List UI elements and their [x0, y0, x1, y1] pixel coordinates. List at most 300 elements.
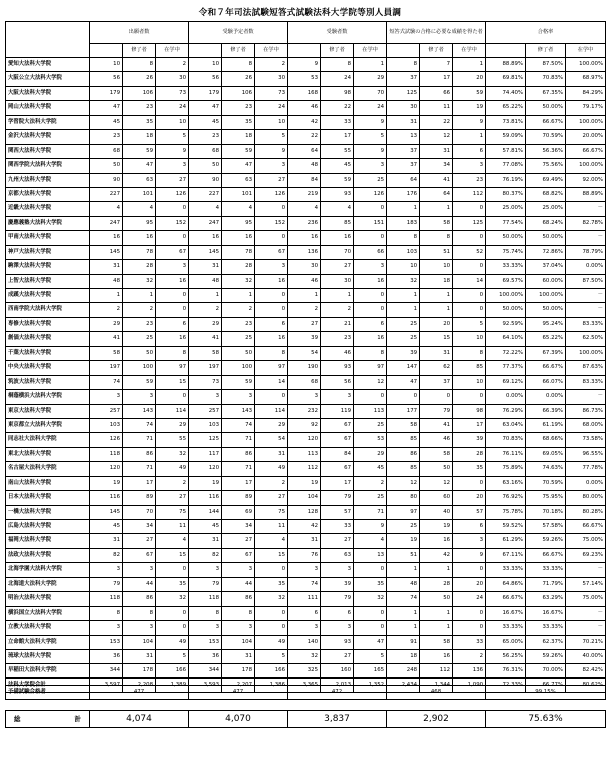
table-row: [6, 418, 606, 432]
count-cell: 33: [321, 115, 354, 129]
grand-applicants: 4,074: [90, 711, 189, 728]
count-cell: 91: [387, 635, 420, 649]
pass-rate-cell: 77.37%: [486, 361, 526, 375]
count-cell: 62: [420, 361, 453, 375]
count-cell: 29: [354, 72, 387, 86]
table-row: [6, 115, 606, 129]
prelim-table: [5, 685, 606, 700]
count-cell: 59: [222, 144, 255, 158]
school-name: 立命館大法科大学院: [6, 635, 90, 649]
count-cell: 59: [321, 173, 354, 187]
count-cell: 56: [90, 72, 123, 86]
count-cell: 3: [321, 563, 354, 577]
pass-rate-cell: 66.67%: [566, 144, 606, 158]
count-cell: 101: [222, 187, 255, 201]
count-cell: 140: [288, 635, 321, 649]
header-school: [6, 22, 90, 58]
table-row: [6, 649, 606, 663]
count-cell: 2: [189, 303, 222, 317]
pass-rate-cell: 65.00%: [486, 635, 526, 649]
count-cell: 58: [387, 418, 420, 432]
count-cell: 23: [453, 173, 486, 187]
count-cell: 98: [321, 86, 354, 100]
count-cell: 50: [222, 346, 255, 360]
count-cell: 104: [288, 491, 321, 505]
count-cell: 125: [387, 86, 420, 100]
count-cell: 47: [387, 375, 420, 389]
count-cell: 101: [123, 187, 156, 201]
pass-rate-cell: 72.33%: [486, 678, 526, 692]
count-cell: 3: [123, 390, 156, 404]
count-cell: 119: [321, 404, 354, 418]
count-cell: 10: [189, 58, 222, 72]
count-cell: 74: [90, 375, 123, 389]
pass-rate-cell: 33.33%: [486, 621, 526, 635]
pass-rate-cell: 80.00%: [566, 491, 606, 505]
table-row: [6, 216, 606, 230]
count-cell: 2: [288, 303, 321, 317]
count-cell: 8: [123, 606, 156, 620]
count-cell: 3: [222, 390, 255, 404]
school-name: 創価大法科大学院: [6, 332, 90, 346]
count-cell: 16: [156, 332, 189, 346]
count-cell: 15: [420, 332, 453, 346]
count-cell: 144: [189, 505, 222, 519]
count-cell: 24: [453, 592, 486, 606]
count-cell: 32: [123, 274, 156, 288]
count-cell: 5: [156, 649, 189, 663]
count-cell: 1: [222, 289, 255, 303]
count-cell: 31: [387, 115, 420, 129]
count-cell: 151: [354, 216, 387, 230]
count-cell: 257: [90, 404, 123, 418]
count-cell: 59: [453, 86, 486, 100]
count-cell: 2: [156, 476, 189, 490]
school-name: 京都大法科大学院: [6, 187, 90, 201]
count-cell: 70: [354, 86, 387, 100]
table-row: [6, 231, 606, 245]
count-cell: 0: [453, 260, 486, 274]
count-cell: 2,013: [321, 678, 354, 692]
count-cell: 34: [123, 520, 156, 534]
pass-rate-cell: 33.33%: [486, 563, 526, 577]
count-cell: 2: [222, 303, 255, 317]
count-cell: 1: [288, 289, 321, 303]
count-cell: 168: [288, 86, 321, 100]
count-cell: 325: [288, 664, 321, 678]
count-cell: 84: [288, 173, 321, 187]
pass-rate-cell: 74.40%: [486, 86, 526, 100]
count-cell: 63: [222, 173, 255, 187]
count-cell: 25: [387, 520, 420, 534]
count-cell: 48: [387, 577, 420, 591]
pass-rate-cell: 66.67%: [526, 115, 566, 129]
count-cell: 120: [90, 462, 123, 476]
count-cell: 112: [453, 187, 486, 201]
pass-rate-cell: 63.04%: [486, 418, 526, 432]
count-cell: 70: [321, 245, 354, 259]
count-cell: 0: [255, 390, 288, 404]
count-cell: 2: [123, 303, 156, 317]
count-cell: 68: [288, 375, 321, 389]
pass-rate-cell: 73.58%: [566, 433, 606, 447]
count-cell: 16: [189, 231, 222, 245]
school-name: 神戸大法科大学院: [6, 245, 90, 259]
count-cell: 103: [387, 245, 420, 259]
count-cell: 145: [90, 245, 123, 259]
pass-rate-cell: 70.83%: [486, 433, 526, 447]
table-row: [6, 159, 606, 173]
count-cell: 31: [288, 534, 321, 548]
count-cell: 120: [288, 433, 321, 447]
pass-rate-cell: －: [566, 563, 606, 577]
count-cell: 11: [255, 520, 288, 534]
pass-rate-cell: 69.49%: [526, 173, 566, 187]
count-cell: 3: [222, 563, 255, 577]
count-cell: 66: [420, 86, 453, 100]
school-name: 福岡大法科大学院: [6, 534, 90, 548]
school-name: 法科大学院合計: [6, 678, 90, 692]
pass-rate-cell: －: [566, 231, 606, 245]
count-cell: 10: [90, 58, 123, 72]
table-row: [6, 317, 606, 331]
count-cell: 1,389: [156, 678, 189, 692]
subheader-completed: 修了者: [526, 44, 566, 58]
pass-rate-cell: 75.95%: [526, 491, 566, 505]
count-cell: 1,090: [453, 678, 486, 692]
count-cell: 46: [288, 101, 321, 115]
count-cell: 92: [288, 418, 321, 432]
subheader-total: [486, 44, 526, 58]
count-cell: 86: [387, 447, 420, 461]
count-cell: 32: [156, 592, 189, 606]
count-cell: 15: [156, 548, 189, 562]
count-cell: 0: [453, 621, 486, 635]
count-cell: 68: [189, 144, 222, 158]
count-cell: 47: [90, 101, 123, 115]
count-cell: 0: [354, 303, 387, 317]
pass-rate-cell: 78.79%: [566, 245, 606, 259]
count-cell: 0: [453, 563, 486, 577]
table-row: [6, 202, 606, 216]
count-cell: 143: [222, 404, 255, 418]
pass-rate-cell: 61.29%: [486, 534, 526, 548]
pass-rate-cell: 73.81%: [486, 115, 526, 129]
school-name: 近畿大法科大学院: [6, 202, 90, 216]
count-cell: 95: [222, 216, 255, 230]
count-cell: 34: [420, 159, 453, 173]
count-cell: 113: [288, 447, 321, 461]
pass-rate-cell: 33.33%: [486, 260, 526, 274]
pass-rate-cell: 57.14%: [566, 577, 606, 591]
count-cell: 89: [123, 491, 156, 505]
count-cell: 126: [255, 187, 288, 201]
count-cell: 1: [420, 303, 453, 317]
table-row: [6, 664, 606, 678]
count-cell: 8: [222, 606, 255, 620]
count-cell: 8: [156, 346, 189, 360]
subheader-total: [90, 44, 123, 58]
count-cell: 26: [123, 72, 156, 86]
count-cell: 0: [156, 621, 189, 635]
count-cell: 20: [453, 491, 486, 505]
pass-rate-cell: 76.92%: [486, 491, 526, 505]
count-cell: 27: [255, 491, 288, 505]
pass-rate-cell: 100.00%: [566, 58, 606, 72]
pass-rate-cell: 16.67%: [486, 606, 526, 620]
count-cell: 20: [453, 577, 486, 591]
count-cell: 24: [156, 101, 189, 115]
count-cell: 27: [156, 491, 189, 505]
header-applicants: 出願者数: [90, 22, 189, 44]
count-cell: 17: [222, 476, 255, 490]
count-cell: 27: [123, 534, 156, 548]
pass-rate-cell: 50.00%: [526, 231, 566, 245]
pass-rate-cell: 75.78%: [486, 505, 526, 519]
count-cell: 26: [222, 72, 255, 86]
count-cell: 160: [321, 664, 354, 678]
pass-rate-cell: 62.50%: [566, 332, 606, 346]
count-cell: 63: [321, 548, 354, 562]
count-cell: 30: [387, 101, 420, 115]
count-cell: 165: [354, 664, 387, 678]
pass-rate-cell: 60.00%: [526, 274, 566, 288]
count-cell: 236: [288, 216, 321, 230]
pass-rate-cell: 65.22%: [526, 332, 566, 346]
count-cell: 8: [387, 58, 420, 72]
results-table: [5, 21, 606, 693]
pass-rate-cell: 66.67%: [526, 361, 566, 375]
count-cell: 4: [321, 202, 354, 216]
count-cell: 79: [90, 577, 123, 591]
table-row: [6, 635, 606, 649]
count-cell: 3: [189, 563, 222, 577]
pass-rate-cell: 75.74%: [486, 245, 526, 259]
table-row: [6, 577, 606, 591]
count-cell: 29: [156, 418, 189, 432]
count-cell: 31: [189, 534, 222, 548]
count-cell: 86: [123, 592, 156, 606]
count-cell: 1,352: [354, 678, 387, 692]
school-name: 成蹊大法科大学院: [6, 289, 90, 303]
count-cell: 42: [288, 520, 321, 534]
count-cell: 13: [354, 548, 387, 562]
pass-rate-cell: 33.33%: [526, 563, 566, 577]
pass-rate-cell: 69.23%: [566, 548, 606, 562]
count-cell: 1: [387, 202, 420, 216]
grand-label-right: 計: [74, 714, 81, 723]
count-cell: 30: [255, 72, 288, 86]
pass-rate-cell: 100.00%: [566, 159, 606, 173]
count-cell: 45: [321, 159, 354, 173]
subheader-completed: 修了者: [123, 44, 156, 58]
count-cell: 4: [90, 202, 123, 216]
count-cell: 98: [453, 404, 486, 418]
count-cell: 23: [222, 317, 255, 331]
count-cell: 27: [288, 317, 321, 331]
count-cell: 20: [453, 72, 486, 86]
count-cell: 1: [387, 289, 420, 303]
count-cell: 29: [90, 317, 123, 331]
count-cell: 136: [453, 664, 486, 678]
count-cell: 47: [189, 101, 222, 115]
count-cell: 114: [156, 404, 189, 418]
pass-rate-cell: 100.00%: [566, 115, 606, 129]
table-row: [6, 86, 606, 100]
count-cell: 0: [453, 202, 486, 216]
school-name: 同志社大法科大学院: [6, 433, 90, 447]
table-row: [6, 404, 606, 418]
count-cell: 71: [123, 462, 156, 476]
pass-rate-cell: －: [566, 390, 606, 404]
count-cell: 74: [222, 418, 255, 432]
grand-total-table: [5, 710, 606, 728]
count-cell: 56: [321, 375, 354, 389]
count-cell: 32: [288, 649, 321, 663]
count-cell: 37: [387, 159, 420, 173]
count-cell: 0: [387, 390, 420, 404]
count-cell: 37: [387, 72, 420, 86]
subheader-total: [387, 44, 420, 58]
count-cell: 54: [288, 346, 321, 360]
pass-rate-cell: －: [566, 621, 606, 635]
count-cell: 0: [354, 563, 387, 577]
school-name: 慶應義塾大法科大学院: [6, 216, 90, 230]
count-cell: 33: [453, 635, 486, 649]
count-cell: 31: [420, 346, 453, 360]
subheader-completed: 修了者: [321, 44, 354, 58]
count-cell: 15: [156, 375, 189, 389]
count-cell: 16: [123, 231, 156, 245]
count-cell: 125: [453, 216, 486, 230]
pass-rate-cell: 70.00%: [526, 664, 566, 678]
count-cell: 39: [288, 332, 321, 346]
count-cell: 152: [156, 216, 189, 230]
count-cell: 0: [453, 303, 486, 317]
table-row: [6, 289, 606, 303]
count-cell: 5: [354, 649, 387, 663]
school-name: 関西学院大法科大学院: [6, 159, 90, 173]
count-cell: 0: [453, 390, 486, 404]
count-cell: 64: [387, 173, 420, 187]
count-cell: 23: [189, 130, 222, 144]
count-cell: 49: [255, 635, 288, 649]
count-cell: 17: [123, 476, 156, 490]
count-cell: 35: [156, 577, 189, 591]
school-name: 東京大法科大学院: [6, 404, 90, 418]
count-cell: 1: [420, 289, 453, 303]
count-cell: 16: [222, 231, 255, 245]
count-cell: 1,344: [420, 678, 453, 692]
count-cell: 32: [156, 447, 189, 461]
count-cell: 35: [123, 115, 156, 129]
pass-rate-cell: －: [566, 606, 606, 620]
count-cell: 3: [354, 159, 387, 173]
count-cell: 41: [420, 418, 453, 432]
count-cell: 73: [156, 86, 189, 100]
count-cell: 50: [123, 346, 156, 360]
grand-planned: 4,070: [189, 711, 288, 728]
count-cell: 16: [354, 274, 387, 288]
count-cell: 0: [453, 289, 486, 303]
count-cell: 39: [453, 433, 486, 447]
count-cell: 3: [90, 563, 123, 577]
table-row: [6, 534, 606, 548]
pass-rate-cell: 56.36%: [526, 144, 566, 158]
pass-rate-cell: 75.56%: [526, 159, 566, 173]
pass-rate-cell: 40.00%: [566, 649, 606, 663]
count-cell: 71: [222, 433, 255, 447]
pass-rate-cell: 66.67%: [486, 592, 526, 606]
count-cell: 1: [387, 303, 420, 317]
count-cell: 49: [255, 462, 288, 476]
count-cell: 0: [255, 231, 288, 245]
pass-rate-cell: 83.33%: [566, 317, 606, 331]
count-cell: 0: [255, 621, 288, 635]
count-cell: 190: [288, 361, 321, 375]
count-cell: 3: [453, 534, 486, 548]
count-cell: 97: [387, 505, 420, 519]
count-cell: 50: [420, 462, 453, 476]
count-cell: 0: [156, 289, 189, 303]
count-cell: 97: [255, 361, 288, 375]
pass-rate-cell: 87.63%: [566, 361, 606, 375]
count-cell: 1: [387, 563, 420, 577]
count-cell: 25: [354, 173, 387, 187]
count-cell: 27: [255, 173, 288, 187]
school-name: 大阪大法科大学院: [6, 86, 90, 100]
count-cell: 21: [321, 317, 354, 331]
pass-rate-cell: 83.33%: [566, 375, 606, 389]
count-cell: 25: [123, 332, 156, 346]
pass-rate-cell: 50.00%: [526, 101, 566, 115]
grand-total-row: [6, 711, 606, 728]
count-cell: 30: [288, 260, 321, 274]
count-cell: 2: [255, 476, 288, 490]
table-row: [6, 58, 606, 72]
pass-rate-cell: 95.24%: [526, 317, 566, 331]
grand-label: [6, 711, 90, 728]
count-cell: 67: [255, 245, 288, 259]
count-cell: 4: [189, 202, 222, 216]
table-row: [6, 72, 606, 86]
count-cell: 7: [420, 58, 453, 72]
count-cell: 3: [156, 260, 189, 274]
count-cell: 126: [354, 187, 387, 201]
table-row: [6, 462, 606, 476]
count-cell: 32: [255, 592, 288, 606]
count-cell: 67: [156, 245, 189, 259]
school-name: 千葉大法科大学院: [6, 346, 90, 360]
table-row: [6, 505, 606, 519]
count-cell: 3,365: [288, 678, 321, 692]
school-name: 専修大法科大学院: [6, 317, 90, 331]
count-cell: 6: [288, 606, 321, 620]
count-cell: 55: [156, 433, 189, 447]
pass-rate-cell: 67.35%: [526, 86, 566, 100]
count-cell: 1: [420, 621, 453, 635]
school-name: 関西大法科大学院: [6, 144, 90, 158]
header-rate: 合格率: [486, 22, 606, 44]
count-cell: 44: [123, 577, 156, 591]
count-cell: 93: [321, 635, 354, 649]
pass-rate-cell: －: [566, 289, 606, 303]
count-cell: 28: [222, 260, 255, 274]
count-cell: 66: [354, 245, 387, 259]
pass-rate-cell: 76.19%: [486, 173, 526, 187]
school-name: 九州大法科大学院: [6, 173, 90, 187]
count-cell: 37: [387, 144, 420, 158]
